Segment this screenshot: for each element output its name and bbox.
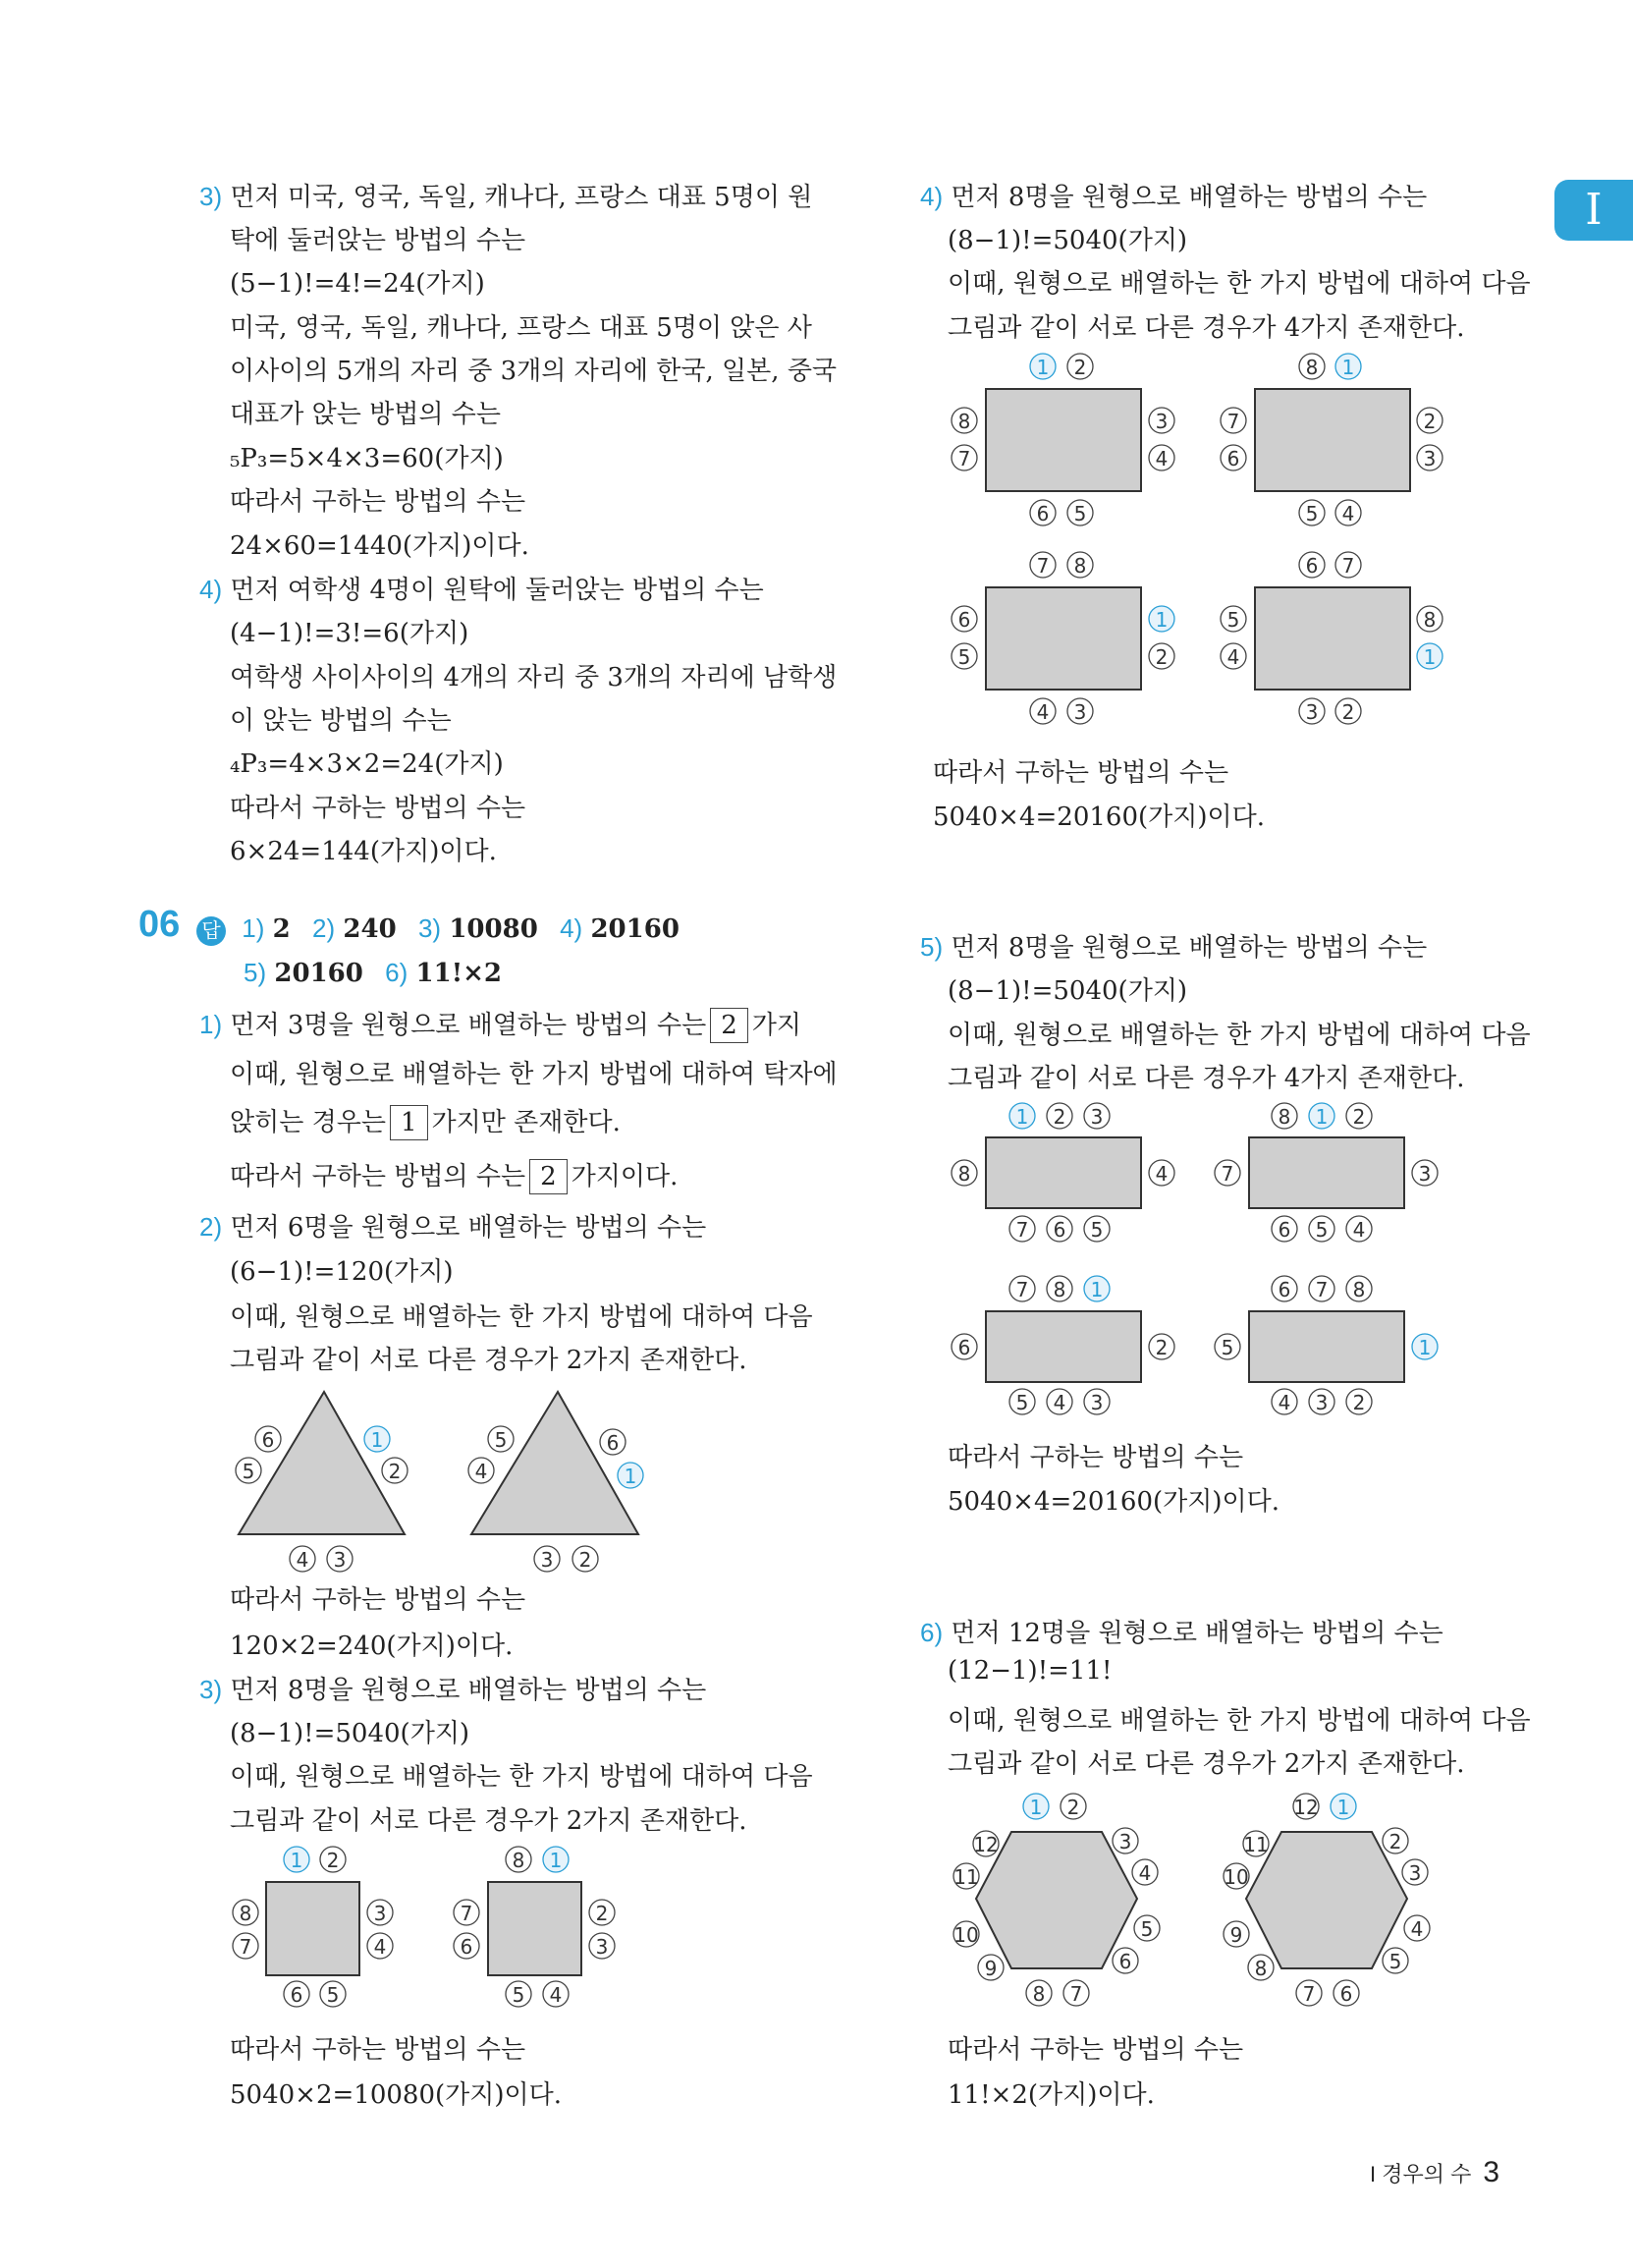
seat-number: 1 xyxy=(1155,608,1169,632)
seat-number: 3 xyxy=(1073,700,1087,724)
seat-number: 4 xyxy=(373,1935,387,1959)
seat-number: 4 xyxy=(1352,1218,1366,1242)
s3-line-3: 그림과 같이 서로 다른 경우가 2가지 존재한다. xyxy=(230,1806,747,1836)
answer-value: 2 xyxy=(272,914,291,944)
seat-number: 7 xyxy=(1302,1982,1316,2006)
table-shape xyxy=(1246,1832,1407,1968)
answer-box: 2 xyxy=(529,1159,568,1194)
seat-number: 2 xyxy=(388,1460,402,1483)
seat-number: 8 xyxy=(1073,554,1087,578)
s5-after-1: 5040×4=20160(가지)이다. xyxy=(948,1487,1280,1517)
seat-number: 8 xyxy=(1278,1105,1291,1129)
text: 따라서 구하는 방법의 수는 xyxy=(230,1162,526,1191)
seat-number: 6 xyxy=(606,1431,620,1455)
seat-number: 4 xyxy=(1155,1162,1169,1186)
table-shape xyxy=(976,1832,1137,1968)
seat-number: 2 xyxy=(1155,645,1169,669)
answer-label: 4) xyxy=(560,913,583,943)
s4-after-1: 5040×4=20160(가지)이다. xyxy=(933,802,1266,832)
seat-number: 8 xyxy=(1305,356,1319,379)
seat-number: 7 xyxy=(1015,1218,1029,1242)
answer-value: 20160 xyxy=(590,914,680,944)
p4-label: 4) xyxy=(199,575,223,604)
seat-number: 5 xyxy=(512,1983,525,2007)
seat-number: 7 xyxy=(1315,1278,1329,1301)
seat-number: 1 xyxy=(1336,1796,1350,1819)
seat-number: 2 xyxy=(1388,1830,1402,1853)
text: 먼저 12명을 원형으로 배열하는 방법의 수는 xyxy=(951,1619,1443,1648)
s3-line-1: (8−1)!=5040(가지) xyxy=(230,1719,470,1748)
seat-number: 3 xyxy=(1090,1105,1104,1129)
seat-number: 1 xyxy=(1029,1796,1043,1819)
seat-number: 1 xyxy=(1036,356,1050,379)
p3-line-6: ₅P₃=5×4×3=60(가지) xyxy=(230,444,504,473)
seat-number: 3 xyxy=(333,1548,347,1572)
s3-after-0: 따라서 구하는 방법의 수는 xyxy=(230,2035,526,2065)
s4-after-0: 따라서 구하는 방법의 수는 xyxy=(933,758,1229,788)
seat-number: 5 xyxy=(1388,1950,1402,1973)
table-shape xyxy=(266,1882,359,1975)
s5-line-2: 이때, 원형으로 배열하는 한 가지 방법에 대하여 다음 xyxy=(948,1021,1531,1050)
text: 먼저 8명을 원형으로 배열하는 방법의 수는 xyxy=(230,1676,707,1705)
seat-number: 5 xyxy=(494,1428,508,1452)
seat-number: 6 xyxy=(1053,1218,1066,1242)
p4-line-6: 6×24=144(가지)이다. xyxy=(230,837,497,866)
s1-line-2: 이때, 원형으로 배열하는 한 가지 방법에 대하여 탁자에 xyxy=(230,1060,838,1089)
seat-number: 11 xyxy=(953,1865,979,1889)
seat-number: 5 xyxy=(1305,502,1319,526)
text: 먼저 여학생 4명이 원탁에 둘러앉는 방법의 수는 xyxy=(230,576,764,605)
text: 앉히는 경우는 xyxy=(230,1108,386,1137)
seat-number: 6 xyxy=(290,1983,303,2007)
table-shape xyxy=(488,1882,581,1975)
seat-number: 2 xyxy=(1341,700,1355,724)
seat-number: 7 xyxy=(1036,554,1050,578)
table-shape xyxy=(1249,1311,1404,1382)
seat-number: 3 xyxy=(1408,1861,1422,1885)
s5-line-3: 그림과 같이 서로 다른 경우가 4가지 존재한다. xyxy=(948,1064,1465,1093)
seat-number: 7 xyxy=(1221,1162,1234,1186)
seat-number: 2 xyxy=(1423,410,1437,433)
seat-number: 7 xyxy=(460,1902,473,1925)
seat-number: 3 xyxy=(373,1902,387,1925)
p3-label: 3) xyxy=(199,182,223,211)
p3-line-4: 이사이의 5개의 자리 중 3개의 자리에 한국, 일본, 중국 xyxy=(230,357,838,386)
seat-number: 6 xyxy=(1305,554,1319,578)
seat-number: 4 xyxy=(1053,1391,1066,1414)
s3-line-2: 이때, 원형으로 배열하는 한 가지 방법에 대하여 다음 xyxy=(230,1762,813,1792)
seat-number: 6 xyxy=(957,1336,971,1359)
s2-after-1: 120×2=240(가지)이다. xyxy=(230,1632,514,1661)
s6-line-1: (12−1)!=11! xyxy=(948,1656,1113,1686)
s2-label: 2) xyxy=(199,1212,223,1242)
s6-line-3: 그림과 같이 서로 다른 경우가 2가지 존재한다. xyxy=(948,1749,1465,1779)
table-shape xyxy=(1249,1137,1404,1208)
answer-value: 10080 xyxy=(449,914,538,944)
seat-number: 9 xyxy=(984,1957,998,1980)
text: 먼저 8명을 원형으로 배열하는 방법의 수는 xyxy=(951,933,1428,963)
text: 먼저 3명을 원형으로 배열하는 방법의 수는 xyxy=(230,1011,707,1040)
seat-number: 2 xyxy=(1352,1391,1366,1414)
seat-number: 5 xyxy=(1315,1218,1329,1242)
seat-number: 4 xyxy=(1138,1861,1152,1885)
seat-number: 4 xyxy=(1155,447,1169,470)
seat-number: 2 xyxy=(595,1902,609,1925)
seat-number: 9 xyxy=(1229,1923,1243,1947)
s5-line-1: (8−1)!=5040(가지) xyxy=(948,976,1188,1006)
seat-number: 8 xyxy=(957,1162,971,1186)
seat-number: 4 xyxy=(474,1460,488,1483)
s6-after-1: 11!×2(가지)이다. xyxy=(948,2080,1155,2110)
seat-number: 5 xyxy=(242,1460,255,1483)
seat-number: 8 xyxy=(1423,608,1437,632)
p4-line-5: 따라서 구하는 방법의 수는 xyxy=(230,794,526,823)
seat-number: 4 xyxy=(296,1548,309,1572)
table-shape xyxy=(239,1392,405,1534)
seat-number: 2 xyxy=(1073,356,1087,379)
chapter-label: I 경우의 수 xyxy=(1370,2162,1472,2186)
table-shape xyxy=(1255,389,1410,491)
text: 먼저 6명을 원형으로 배열하는 방법의 수는 xyxy=(230,1213,707,1243)
seat-number: 7 xyxy=(1226,410,1240,433)
seat-number: 1 xyxy=(1423,645,1437,669)
seat-number: 6 xyxy=(1118,1950,1132,1973)
s3-after-1: 5040×2=10080(가지)이다. xyxy=(230,2080,563,2110)
s2-after-0: 따라서 구하는 방법의 수는 xyxy=(230,1585,526,1615)
seat-number: 4 xyxy=(1341,502,1355,526)
seat-number: 8 xyxy=(512,1849,525,1872)
p3-line-3: 미국, 영국, 독일, 캐나다, 프랑스 대표 5명이 앉은 사 xyxy=(230,313,812,343)
s4-line-1: (8−1)!=5040(가지) xyxy=(948,226,1188,255)
seat-number: 10 xyxy=(953,1923,979,1947)
s3-label: 3) xyxy=(199,1675,223,1704)
seat-number: 2 xyxy=(1053,1105,1066,1129)
p4-line-3: 이 앉는 방법의 수는 xyxy=(230,706,452,736)
seat-number: 6 xyxy=(1278,1278,1291,1301)
answer-badge: 답 xyxy=(196,916,226,946)
p4-line-2: 여학생 사이사이의 4개의 자리 중 3개의 자리에 남학생 xyxy=(230,663,838,692)
seat-number: 1 xyxy=(1341,356,1355,379)
seat-number: 4 xyxy=(1410,1917,1424,1941)
table-shape xyxy=(986,1137,1141,1208)
seat-number: 6 xyxy=(1226,447,1240,470)
seat-number: 2 xyxy=(1155,1336,1169,1359)
table-shape xyxy=(986,1311,1141,1382)
seat-number: 1 xyxy=(1090,1278,1104,1301)
seat-number: 6 xyxy=(1339,1982,1353,2006)
p3-line-7: 따라서 구하는 방법의 수는 xyxy=(230,487,526,517)
seat-number: 2 xyxy=(326,1849,340,1872)
s6-line-2: 이때, 원형으로 배열하는 한 가지 방법에 대하여 다음 xyxy=(948,1706,1531,1736)
answer-box: 1 xyxy=(390,1105,428,1140)
seat-number: 3 xyxy=(1315,1391,1329,1414)
answer-box: 2 xyxy=(710,1008,748,1043)
seat-number: 1 xyxy=(290,1849,303,1872)
problem-number: 06 xyxy=(138,904,181,945)
s4-line-2: 이때, 원형으로 배열하는 한 가지 방법에 대하여 다음 xyxy=(948,269,1531,299)
seat-number: 8 xyxy=(1032,1982,1046,2006)
page-number: 3 xyxy=(1483,2156,1500,2188)
seat-number: 8 xyxy=(957,410,971,433)
text: 가지 xyxy=(751,1011,802,1040)
p3-line-2: (5−1)!=4!=24(가지) xyxy=(230,269,485,299)
seat-number: 6 xyxy=(957,608,971,632)
answer-label: 1) xyxy=(242,913,265,943)
seat-number: 3 xyxy=(540,1548,554,1572)
seat-number: 8 xyxy=(239,1902,252,1925)
seat-number: 4 xyxy=(549,1983,563,2007)
answer-label: 6) xyxy=(385,958,408,987)
table-shape xyxy=(1255,587,1410,690)
seat-number: 5 xyxy=(1073,502,1087,526)
seat-number: 3 xyxy=(1423,447,1437,470)
seat-number: 1 xyxy=(1418,1336,1432,1359)
seat-number: 6 xyxy=(1036,502,1050,526)
table-shape xyxy=(986,587,1141,690)
seat-number: 8 xyxy=(1254,1957,1268,1980)
answer-value: 240 xyxy=(343,914,397,944)
page-footer xyxy=(1370,2156,1499,2189)
seat-number: 1 xyxy=(1015,1105,1029,1129)
answer-value: 11!×2 xyxy=(415,959,502,988)
answer-value: 20160 xyxy=(274,959,363,988)
seat-number: 3 xyxy=(1118,1830,1132,1853)
seat-number: 1 xyxy=(370,1428,384,1452)
s6-label: 6) xyxy=(920,1618,944,1647)
s1-label: 1) xyxy=(199,1010,223,1039)
s5-after-0: 따라서 구하는 방법의 수는 xyxy=(948,1443,1244,1472)
s4-label: 4) xyxy=(920,182,944,211)
seat-number: 6 xyxy=(1278,1218,1291,1242)
seat-number: 5 xyxy=(1015,1391,1029,1414)
p3-line-5: 대표가 앉는 방법의 수는 xyxy=(230,400,501,429)
seat-number: 5 xyxy=(1090,1218,1104,1242)
table-shape xyxy=(986,389,1141,491)
s4-line-3: 그림과 같이 서로 다른 경우가 4가지 존재한다. xyxy=(948,313,1465,343)
seat-number: 1 xyxy=(549,1849,563,1872)
text: 먼저 8명을 원형으로 배열하는 방법의 수는 xyxy=(951,183,1428,212)
seat-number: 8 xyxy=(1053,1278,1066,1301)
seat-number: 2 xyxy=(1066,1796,1080,1819)
seat-number: 8 xyxy=(1352,1278,1366,1301)
seat-number: 12 xyxy=(1293,1796,1319,1819)
p3-line-8: 24×60=1440(가지)이다. xyxy=(230,531,529,561)
seat-number: 4 xyxy=(1036,700,1050,724)
table-shape xyxy=(471,1392,638,1534)
chapter-tab: I xyxy=(1554,180,1633,241)
seat-number: 4 xyxy=(1278,1391,1291,1414)
p4-line-1: (4−1)!=3!=6(가지) xyxy=(230,619,469,648)
seat-number: 5 xyxy=(1226,608,1240,632)
seat-number: 1 xyxy=(624,1465,637,1488)
seat-number: 2 xyxy=(578,1548,592,1572)
p4-line-4: ₄P₃=4×3×2=24(가지) xyxy=(230,749,504,779)
seat-number: 7 xyxy=(1015,1278,1029,1301)
seat-number: 3 xyxy=(595,1935,609,1959)
seat-number: 1 xyxy=(1315,1105,1329,1129)
answer-label: 5) xyxy=(244,958,267,987)
seat-number: 7 xyxy=(1341,554,1355,578)
answer-label: 3) xyxy=(417,913,442,943)
s2-line-1: (6−1)!=120(가지) xyxy=(230,1257,454,1287)
seat-number: 6 xyxy=(460,1935,473,1959)
text: 먼저 미국, 영국, 독일, 캐나다, 프랑스 대표 5명이 원 xyxy=(230,183,813,212)
seat-number: 7 xyxy=(1069,1982,1083,2006)
seat-number: 3 xyxy=(1305,700,1319,724)
seat-number: 10 xyxy=(1224,1865,1249,1889)
seat-number: 11 xyxy=(1243,1833,1269,1856)
s6-after-0: 따라서 구하는 방법의 수는 xyxy=(948,2035,1244,2065)
s2-line-2: 이때, 원형으로 배열하는 한 가지 방법에 대하여 다음 xyxy=(230,1302,813,1332)
seat-number: 5 xyxy=(1140,1917,1154,1941)
p3-line-1: 탁에 둘러앉는 방법의 수는 xyxy=(230,226,526,255)
answer-label: 2) xyxy=(312,913,336,943)
seat-number: 5 xyxy=(957,645,971,669)
s5-label: 5) xyxy=(920,932,944,962)
seat-number: 4 xyxy=(1226,645,1240,669)
seat-number: 3 xyxy=(1090,1391,1104,1414)
seat-number: 5 xyxy=(326,1983,340,2007)
seat-number: 12 xyxy=(973,1833,999,1856)
s2-line-3: 그림과 같이 서로 다른 경우가 2가지 존재한다. xyxy=(230,1346,747,1375)
seat-number: 3 xyxy=(1155,410,1169,433)
seat-number: 7 xyxy=(957,447,971,470)
text: 가지이다. xyxy=(571,1162,679,1191)
seat-number: 7 xyxy=(239,1935,252,1959)
seat-number: 5 xyxy=(1221,1336,1234,1359)
seat-number: 3 xyxy=(1418,1162,1432,1186)
seat-number: 6 xyxy=(261,1428,275,1452)
seat-number: 2 xyxy=(1352,1105,1366,1129)
text: 가지만 존재한다. xyxy=(431,1108,621,1137)
